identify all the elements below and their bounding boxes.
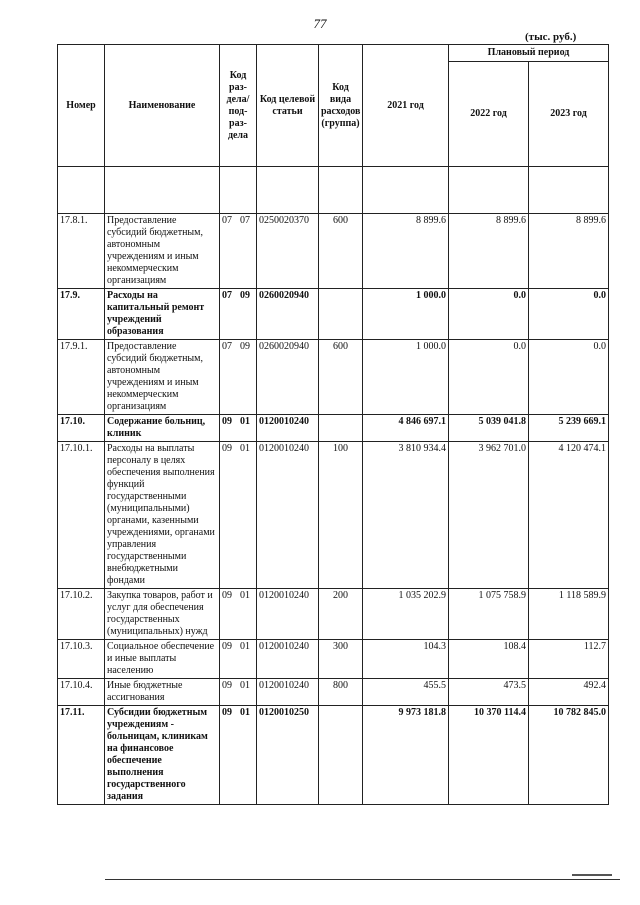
row-section: 09 <box>222 443 232 454</box>
row-subsection: 01 <box>240 416 250 427</box>
row-name: Иные бюджетные ассигнования <box>105 679 220 706</box>
row-name: Предоставление субсидий бюджетным, автономным учреждениям и иным некоммерческим организациям <box>105 340 220 415</box>
row-value-2022: 3 962 701.0 <box>449 442 529 589</box>
row-section: 09 <box>222 416 232 427</box>
row-value-2021: 3 810 934.4 <box>363 442 449 589</box>
row-value-2023: 8 899.6 <box>529 214 609 289</box>
row-value-2021: 9 973 181.8 <box>363 706 449 805</box>
row-number: 17.9.1. <box>58 340 105 415</box>
row-expense-code: 100 <box>319 442 363 589</box>
row-target-code: 0120010240 <box>257 442 319 589</box>
row-subsection: 01 <box>240 641 250 652</box>
row-value-2023: 10 782 845.0 <box>529 706 609 805</box>
row-value-2022: 8 899.6 <box>449 214 529 289</box>
table-row <box>58 340 609 415</box>
table-row <box>58 442 609 589</box>
row-expense-code <box>319 706 363 805</box>
row-section: 07 <box>222 290 232 301</box>
row-name: Субсидии бюджетным учреждениям - больницам, клиникам на финансовое обеспечение выполнения государственного задания <box>105 706 220 805</box>
row-value-2021: 455.5 <box>363 679 449 706</box>
table-row <box>58 415 609 442</box>
row-subsection: 09 <box>240 290 250 301</box>
header-name: Наименование <box>105 45 220 167</box>
row-subsection: 01 <box>240 443 250 454</box>
row-target-code: 0260020940 <box>257 340 319 415</box>
row-subsection: 09 <box>240 341 250 352</box>
row-section: 09 <box>222 590 232 601</box>
row-value-2022: 5 039 041.8 <box>449 415 529 442</box>
row-target-code: 0250020370 <box>257 214 319 289</box>
table-row <box>58 706 609 805</box>
row-target-code: 0120010240 <box>257 679 319 706</box>
row-name: Закупка товаров, работ и услуг для обеспечения государственных (муниципальных) нужд <box>105 589 220 640</box>
row-section: 07 <box>222 341 232 352</box>
row-target-code: 0260020940 <box>257 289 319 340</box>
row-value-2023: 0.0 <box>529 340 609 415</box>
table-row <box>58 289 609 340</box>
row-section-code <box>220 214 257 289</box>
row-name: Предоставление субсидий бюджетным, автономным учреждениям и иным некоммерческим организациям <box>105 214 220 289</box>
row-value-2022: 0.0 <box>449 340 529 415</box>
row-value-2021: 8 899.6 <box>363 214 449 289</box>
row-value-2023: 112.7 <box>529 640 609 679</box>
row-target-code: 0120010240 <box>257 415 319 442</box>
row-section-code <box>220 289 257 340</box>
row-section-code <box>220 706 257 805</box>
header-section-code: Код раз-дела/под-раз-дела <box>220 45 257 167</box>
row-value-2022: 1 075 758.9 <box>449 589 529 640</box>
table-row <box>58 214 609 289</box>
row-number: 17.10.2. <box>58 589 105 640</box>
row-value-2023: 4 120 474.1 <box>529 442 609 589</box>
header-target-code: Код целевой статьи <box>257 45 319 167</box>
row-number: 17.10. <box>58 415 105 442</box>
row-expense-code: 300 <box>319 640 363 679</box>
row-expense-code <box>319 289 363 340</box>
row-subsection: 01 <box>240 680 250 691</box>
row-target-code: 0120010240 <box>257 589 319 640</box>
row-value-2021: 104.3 <box>363 640 449 679</box>
row-section: 09 <box>222 680 232 691</box>
header-plan-period: Плановый период <box>449 45 609 62</box>
row-section-code <box>220 442 257 589</box>
row-value-2022: 108.4 <box>449 640 529 679</box>
row-expense-code: 800 <box>319 679 363 706</box>
row-value-2021: 1 000.0 <box>363 289 449 340</box>
row-expense-code <box>319 415 363 442</box>
row-expense-code: 600 <box>319 214 363 289</box>
spacer-row <box>58 167 609 214</box>
row-name: Расходы на капитальный ремонт учреждений образования <box>105 289 220 340</box>
row-expense-code: 600 <box>319 340 363 415</box>
row-value-2023: 0.0 <box>529 289 609 340</box>
header-expense-code: Код вида расходов (группа) <box>319 45 363 167</box>
row-number: 17.9. <box>58 289 105 340</box>
table-row <box>58 640 609 679</box>
row-section-code <box>220 415 257 442</box>
row-section-code <box>220 340 257 415</box>
row-section-code <box>220 640 257 679</box>
row-target-code: 0120010250 <box>257 706 319 805</box>
row-value-2022: 10 370 114.4 <box>449 706 529 805</box>
row-target-code: 0120010240 <box>257 640 319 679</box>
row-section-code <box>220 679 257 706</box>
row-section: 09 <box>222 707 232 718</box>
row-number: 17.10.1. <box>58 442 105 589</box>
row-number: 17.11. <box>58 706 105 805</box>
row-value-2021: 4 846 697.1 <box>363 415 449 442</box>
row-section: 07 <box>222 215 232 226</box>
table-row <box>58 679 609 706</box>
row-number: 17.8.1. <box>58 214 105 289</box>
footer-divider <box>105 879 620 880</box>
page-number: 77 <box>313 16 327 31</box>
table-row <box>58 589 609 640</box>
row-value-2021: 1 035 202.9 <box>363 589 449 640</box>
header-year-2023: 2023 год <box>529 62 609 167</box>
row-value-2023: 1 118 589.9 <box>529 589 609 640</box>
row-subsection: 01 <box>240 590 250 601</box>
row-section-code <box>220 589 257 640</box>
header-year-2021: 2021 год <box>363 45 449 167</box>
header-number: Номер <box>58 45 105 167</box>
row-name: Содержание больниц, клиник <box>105 415 220 442</box>
row-number: 17.10.4. <box>58 679 105 706</box>
row-value-2022: 473.5 <box>449 679 529 706</box>
footer-mark <box>572 874 612 876</box>
row-name: Социальное обеспечение и иные выплаты населению <box>105 640 220 679</box>
row-value-2021: 1 000.0 <box>363 340 449 415</box>
row-value-2023: 492.4 <box>529 679 609 706</box>
units-label: (тыс. руб.) <box>525 31 577 43</box>
budget-table <box>57 44 609 805</box>
row-subsection: 01 <box>240 707 250 718</box>
row-expense-code: 200 <box>319 589 363 640</box>
row-subsection: 07 <box>240 215 250 226</box>
row-number: 17.10.3. <box>58 640 105 679</box>
row-section: 09 <box>222 641 232 652</box>
header-year-2022: 2022 год <box>449 62 529 167</box>
row-name: Расходы на выплаты персоналу в целях обеспечения выполнения функций государственными (муниципальными) органами, казенными учреждениями, органами управления государственными внебюджетными фондами <box>105 442 220 589</box>
row-value-2022: 0.0 <box>449 289 529 340</box>
row-value-2023: 5 239 669.1 <box>529 415 609 442</box>
